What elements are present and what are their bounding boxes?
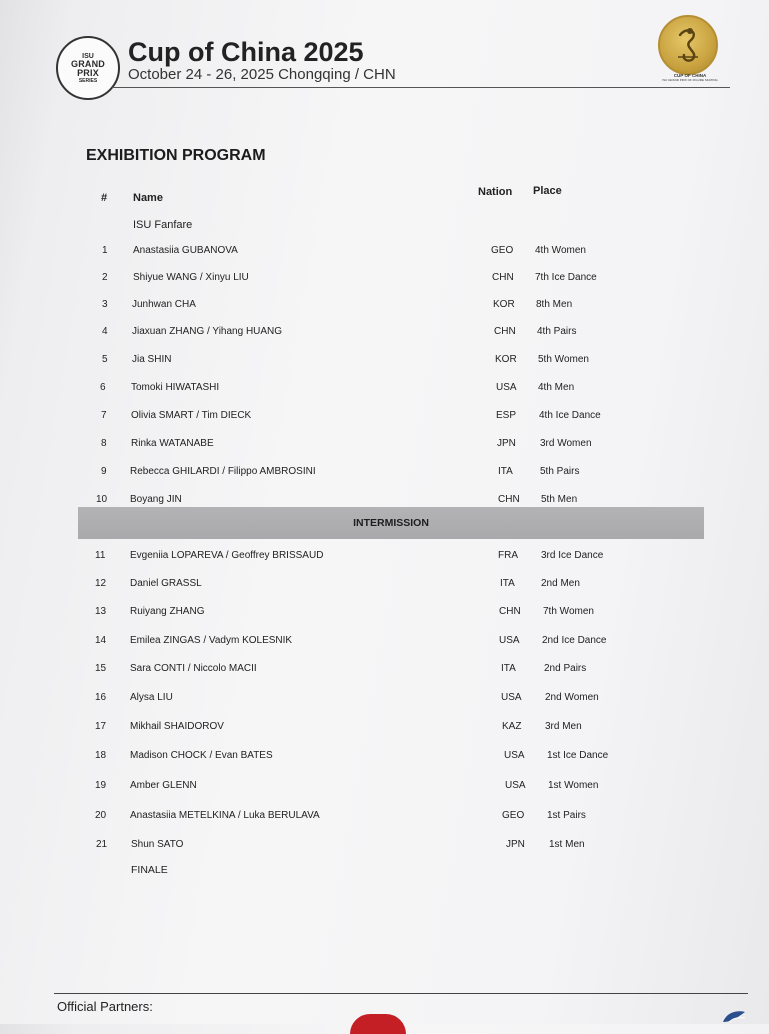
document-title: EXHIBITION PROGRAM — [86, 147, 266, 164]
nation-code: CHN — [498, 494, 520, 505]
skater-name: Mikhail SHAIDOROV — [130, 721, 224, 732]
skater-name: Evgeniia LOPAREVA / Geoffrey BRISSAUD — [130, 550, 324, 561]
skater-name: Anastasiia GUBANOVA — [133, 245, 238, 256]
nation-code: FRA — [498, 550, 518, 561]
logo-text-isu: ISU — [82, 52, 94, 60]
placement: 4th Ice Dance — [539, 410, 601, 421]
nation-code: KAZ — [502, 721, 522, 732]
skater-name: Junhwan CHA — [132, 299, 196, 310]
isu-grand-prix-logo — [56, 36, 120, 100]
nation-code: CHN — [494, 326, 516, 337]
nation-code: CHN — [499, 606, 521, 617]
row-number: 10 — [96, 494, 108, 505]
row-number: 9 — [101, 466, 107, 477]
placement: 5th Men — [541, 494, 578, 505]
nation-code: CHN — [492, 272, 514, 283]
placement: 2nd Men — [541, 578, 580, 589]
row-number: 19 — [95, 780, 107, 791]
row-number: 14 — [95, 635, 107, 646]
skater-name: Rinka WATANABE — [131, 438, 214, 449]
event-title: Cup of China 2025 — [128, 37, 364, 67]
placement: 1st Pairs — [547, 810, 586, 821]
logo-text-series: SERIES — [78, 77, 98, 84]
placement: 4th Women — [535, 245, 586, 256]
skater-name: Emilea ZINGAS / Vadym KOLESNIK — [130, 635, 293, 646]
row-number: 2 — [102, 272, 108, 283]
nation-code: ESP — [496, 410, 517, 421]
footer-divider — [54, 993, 748, 994]
nation-code: ITA — [501, 663, 516, 674]
row-number: 6 — [100, 382, 106, 393]
header-divider — [112, 87, 730, 88]
partner-logo-icon — [350, 1014, 406, 1034]
nation-code: USA — [501, 692, 522, 703]
skater-emblem-icon — [660, 17, 716, 73]
skater-name: Daniel GRASSL — [130, 578, 202, 589]
logo-text-grand: GRAND — [71, 58, 105, 69]
placement: 2nd Ice Dance — [542, 635, 607, 646]
skater-name: Tomoki HIWATASHI — [131, 382, 220, 393]
row-number: 15 — [95, 663, 107, 674]
seal-caption — [650, 73, 730, 82]
placement: 2nd Women — [545, 692, 599, 703]
column-header-num: # — [101, 192, 108, 204]
skater-name: Sara CONTI / Niccolo MACII — [130, 663, 257, 674]
nation-code: GEO — [502, 810, 525, 821]
nation-code: USA — [499, 635, 520, 646]
event-dates-location: October 24 - 26, 2025 Chongqing / CHN — [128, 66, 396, 83]
skater-name: Olivia SMART / Tim DIECK — [131, 410, 252, 421]
row-number: 20 — [95, 810, 107, 821]
row-number: 16 — [95, 692, 107, 703]
skater-name: Amber GLENN — [130, 780, 197, 791]
skater-name: Anastasiia METELKINA / Luka BERULAVA — [130, 810, 320, 821]
placement: 3rd Women — [540, 438, 592, 449]
skater-name: Alysa LIU — [130, 692, 173, 703]
seal-caption-sub: ISU GRAND PRIX OF FIGURE SKATING — [662, 78, 718, 82]
seal-caption-main: CUP OF CHINA — [673, 73, 707, 78]
row-number: 12 — [95, 578, 107, 589]
placement: 8th Men — [536, 299, 573, 310]
row-number: 3 — [102, 299, 108, 310]
row-number: 13 — [95, 606, 107, 617]
logo-text-prix: PRIX — [77, 67, 99, 78]
row-number: 8 — [101, 438, 107, 449]
row-number: 5 — [102, 354, 108, 365]
placement: 3rd Men — [545, 721, 582, 732]
intermission-label: INTERMISSION — [353, 517, 429, 529]
placement: 4th Men — [538, 382, 575, 393]
nation-code: USA — [504, 750, 525, 761]
placement: 2nd Pairs — [544, 663, 587, 674]
row-number: 4 — [102, 326, 108, 337]
column-header-place: Place — [533, 185, 562, 197]
nation-code: USA — [496, 382, 517, 393]
nation-code: USA — [505, 780, 526, 791]
placement: 5th Women — [538, 354, 589, 365]
partner-leaf-icon — [721, 1008, 747, 1024]
placement: 1st Ice Dance — [547, 750, 609, 761]
cup-of-china-seal-icon — [658, 15, 718, 75]
opening-item: ISU Fanfare — [133, 219, 193, 231]
nation-code: KOR — [493, 299, 515, 310]
skater-name: Madison CHOCK / Evan BATES — [130, 750, 273, 761]
placement: 5th Pairs — [540, 466, 580, 477]
row-number: 21 — [96, 839, 108, 850]
row-number: 1 — [102, 245, 108, 256]
column-header-nation: Nation — [478, 186, 513, 198]
official-partners-label: Official Partners: — [57, 999, 153, 1014]
column-header-name: Name — [133, 192, 163, 204]
skater-name: Ruiyang ZHANG — [130, 606, 205, 617]
skater-name: Jia SHIN — [132, 354, 172, 365]
skater-name: Jiaxuan ZHANG / Yihang HUANG — [132, 326, 283, 337]
placement: 1st Men — [549, 839, 585, 850]
row-number: 7 — [101, 410, 107, 421]
nation-code: ITA — [500, 578, 515, 589]
row-number: 18 — [95, 750, 107, 761]
placement: 4th Pairs — [537, 326, 577, 337]
skater-name: Rebecca GHILARDI / Filippo AMBROSINI — [130, 466, 316, 477]
nation-code: ITA — [498, 466, 513, 477]
placement: 7th Women — [543, 606, 594, 617]
skater-name: Shun SATO — [131, 839, 184, 850]
placement: 3rd Ice Dance — [541, 550, 604, 561]
skater-name: Shiyue WANG / Xinyu LIU — [133, 272, 249, 283]
placement: 7th Ice Dance — [535, 272, 597, 283]
row-number: 11 — [95, 550, 106, 561]
nation-code: JPN — [497, 438, 516, 449]
skater-name: Boyang JIN — [130, 494, 182, 505]
nation-code: JPN — [506, 839, 525, 850]
nation-code: GEO — [491, 245, 514, 256]
placement: 1st Women — [548, 780, 599, 791]
row-number: 17 — [95, 721, 107, 732]
nation-code: KOR — [495, 354, 517, 365]
closing-item: FINALE — [131, 864, 168, 876]
